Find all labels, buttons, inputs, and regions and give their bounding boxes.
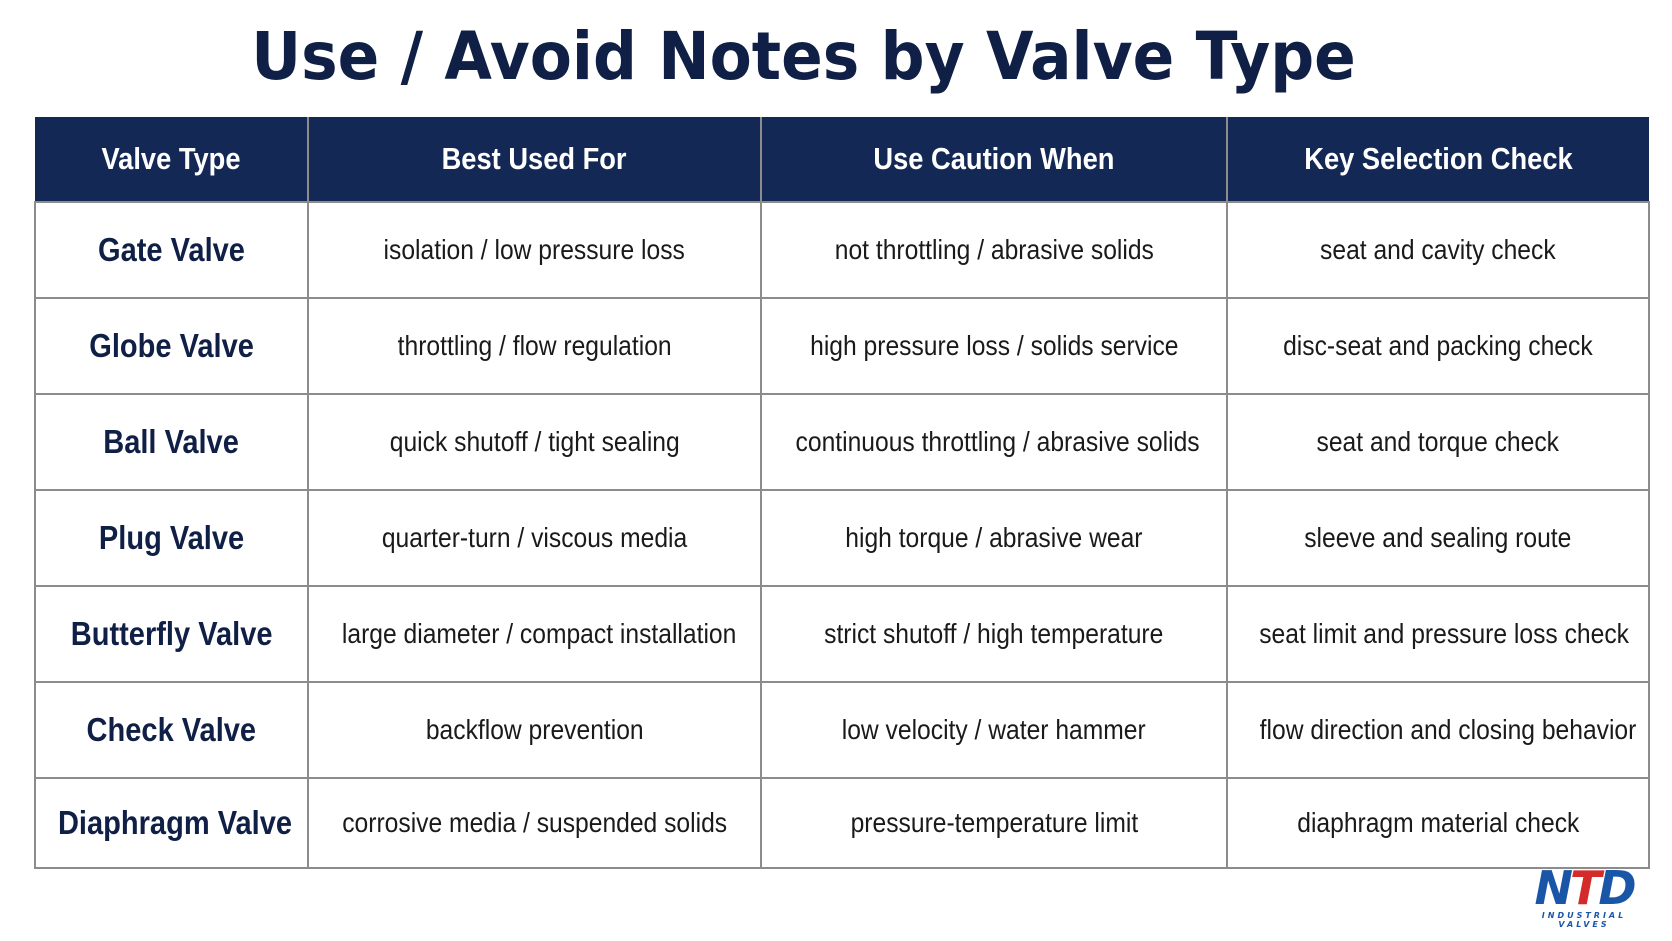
best-used-for-cell: isolation / low pressure loss [308, 202, 761, 298]
table-row [35, 682, 1649, 778]
table-row [35, 778, 1649, 868]
valve-type-cell: Ball Valve [35, 394, 308, 490]
selection-check-cell: sleeve and sealing route [1227, 490, 1649, 586]
ntgd-logo [1514, 861, 1654, 929]
table-row [35, 490, 1649, 586]
use-caution-cell: not throttling / abrasive solids [761, 202, 1227, 298]
use-caution-cell: strict shutoff / high temperature [761, 586, 1227, 682]
logo-mark: NTD [1534, 861, 1634, 915]
table-row [35, 586, 1649, 682]
best-used-for-cell: quick shutoff / tight sealing [308, 394, 761, 490]
best-used-for-cell: large diameter / compact installation [308, 586, 761, 682]
best-used-for-cell: corrosive media / suspended solids [308, 778, 761, 868]
table-row [35, 202, 1649, 298]
table-header-row [35, 117, 1649, 202]
valve-type-cell: Diaphragm Valve [35, 778, 308, 868]
best-used-for-cell: backflow prevention [308, 682, 761, 778]
selection-check-cell: disc-seat and packing check [1227, 298, 1649, 394]
use-caution-cell: continuous throttling / abrasive solids [761, 394, 1227, 490]
use-caution-cell: high torque / abrasive wear [761, 490, 1227, 586]
selection-check-cell: seat and torque check [1227, 394, 1649, 490]
valve-type-cell: Globe Valve [35, 298, 308, 394]
column-header-valve-type: Valve Type [35, 117, 308, 202]
selection-check-cell: seat and cavity check [1227, 202, 1649, 298]
selection-check-cell: flow direction and closing behavior [1227, 682, 1649, 778]
column-header-use-caution-when: Use Caution When [761, 117, 1227, 202]
page-title: Use / Avoid Notes by Valve Type [251, 18, 1356, 95]
use-caution-cell: pressure-temperature limit [761, 778, 1227, 868]
valve-type-cell: Check Valve [35, 682, 308, 778]
valve-table [34, 117, 1650, 869]
best-used-for-cell: throttling / flow regulation [308, 298, 761, 394]
table-row [35, 394, 1649, 490]
table-row [35, 298, 1649, 394]
selection-check-cell: diaphragm material check [1227, 778, 1649, 868]
valve-type-cell: Gate Valve [35, 202, 308, 298]
selection-check-cell: seat limit and pressure loss check [1227, 586, 1649, 682]
use-caution-cell: low velocity / water hammer [761, 682, 1227, 778]
column-header-key-selection-check: Key Selection Check [1227, 117, 1649, 202]
logo-tagline: INDUSTRIAL VALVES [1541, 911, 1627, 929]
use-caution-cell: high pressure loss / solids service [761, 298, 1227, 394]
column-header-best-used-for: Best Used For [308, 117, 761, 202]
best-used-for-cell: quarter-turn / viscous media [308, 490, 761, 586]
valve-type-cell: Butterfly Valve [35, 586, 308, 682]
valve-type-cell: Plug Valve [35, 490, 308, 586]
